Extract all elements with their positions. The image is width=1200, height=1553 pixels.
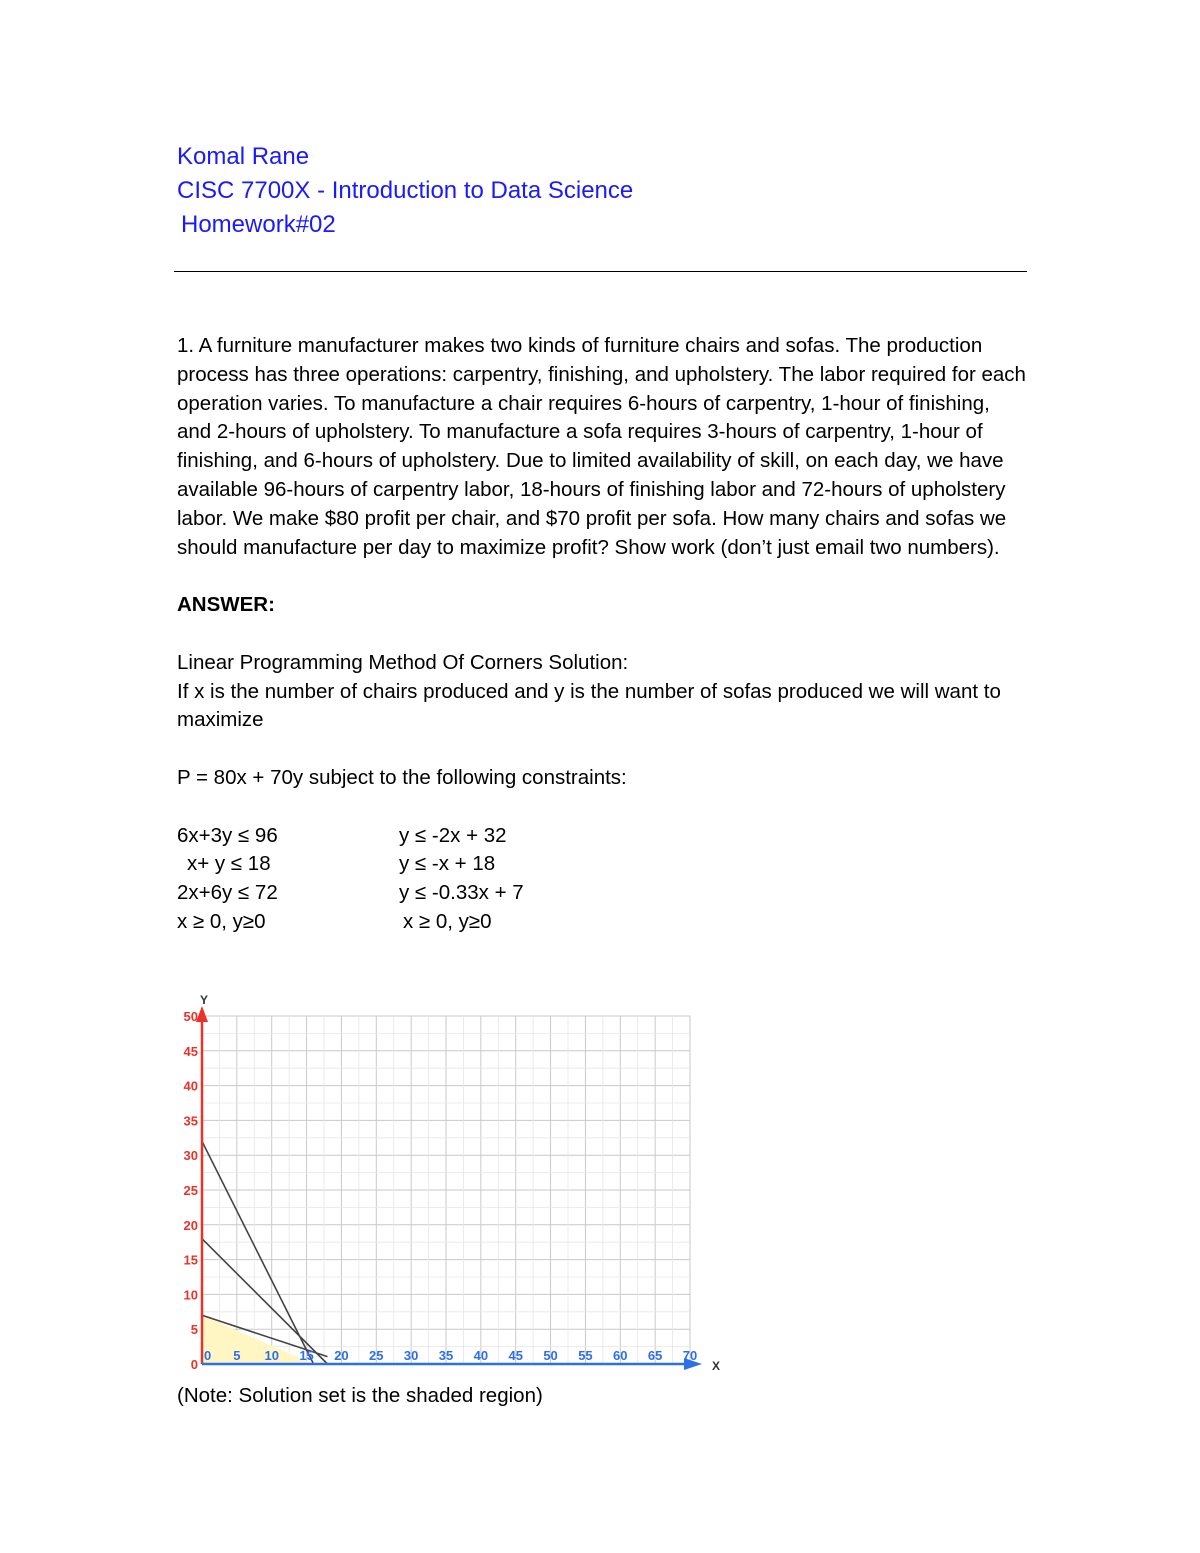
y-tick-label: 25 <box>183 1183 198 1198</box>
x-tick-label: 55 <box>578 1348 593 1363</box>
constraints-table <box>177 822 524 937</box>
feasible-region <box>202 1315 314 1364</box>
x-tick-label: 5 <box>233 1348 241 1363</box>
author-name: Komal Rane <box>177 143 310 170</box>
constraint-slope-form: x ≥ 0, y≥0 <box>403 909 492 933</box>
constraint-row <box>177 908 524 937</box>
y-tick-label: 0 <box>190 1357 198 1372</box>
answer-label: ANSWER: <box>177 593 275 617</box>
constraint-slope-form: y ≤ -2x + 32 <box>399 823 507 847</box>
document-header <box>177 140 633 242</box>
y-tick-label: 30 <box>183 1148 198 1164</box>
constraint-slope-form: y ≤ -0.33x + 7 <box>399 881 524 905</box>
constraint-row <box>177 879 524 908</box>
x-axis-title: X <box>711 1359 721 1373</box>
constraint-slope-form: y ≤ -x + 18 <box>399 852 496 876</box>
objective-function: P = 80x + 70y subject to the following constraints: <box>177 765 627 789</box>
y-tick-label: 40 <box>183 1078 198 1094</box>
x-tick-label: 65 <box>647 1348 663 1363</box>
x-tick-label: 35 <box>438 1348 454 1363</box>
y-tick-label: 15 <box>183 1252 198 1268</box>
constraint-standard: 6x+3y ≤ 96 <box>177 823 278 847</box>
y-tick-label: 5 <box>190 1322 198 1338</box>
constraint-row <box>177 850 524 879</box>
x-tick-label: 40 <box>473 1348 489 1363</box>
y-axis-title: Y <box>199 993 209 1007</box>
x-tick-label: 50 <box>543 1348 558 1363</box>
y-tick-label: 35 <box>183 1113 198 1129</box>
method-title: Linear Programming Method Of Corners Solution: <box>177 650 629 674</box>
document-body <box>177 332 1027 937</box>
x-tick-label: 60 <box>613 1348 628 1363</box>
shaded-region-note: (Note: Solution set is the shaded region) <box>177 1384 543 1407</box>
homework-title: Homework#02 <box>181 211 336 238</box>
answer-intro: If x is the number of chairs produced and y is the number of sofas produced we will want to maximize <box>177 679 1001 732</box>
course-title: CISC 7700X - Introduction to Data Science <box>177 177 634 204</box>
x-tick-label: 10 <box>264 1348 279 1363</box>
y-tick-label: 50 <box>183 1009 198 1024</box>
x-tick-label: 25 <box>369 1348 384 1363</box>
constraint-standard: x ≥ 0, y≥0 <box>177 909 266 933</box>
constraint-standard: x+ y ≤ 18 <box>187 852 271 876</box>
y-tick-label: 20 <box>183 1217 198 1233</box>
question-text: 1. A furniture manufacturer makes two kinds of furniture chairs and sofas. The production process has three operations: carpentry, finishing, and upholstery. The labor required for each operation varies. To manufacture a chair requires 6-hours of carpentry, 1-hour of finishing, and 2-hours of upholstery. To manufacture a sofa requires 3-hours of carpentry, 1-hour of finishing, and 6-hours of upholstery. Due to limited availability of skill, on each day, we have available 96-hours of carpentry labor, 18-hours of finishing labor and 72-hours of upholstery labor. We make $80 profit per chair, and $70 profit per sofa. How many chairs and sofas we should manufacture per day to maximize profit? Show work (don’t just email two numbers). <box>177 334 1026 559</box>
x-tick-label: 70 <box>682 1348 698 1363</box>
x-tick-label: 0 <box>204 1348 212 1363</box>
header-divider <box>174 271 1027 272</box>
constraint-standard: 2x+6y ≤ 72 <box>177 881 278 905</box>
x-tick-label: 15 <box>299 1348 314 1363</box>
x-tick-label: 20 <box>334 1348 349 1363</box>
x-tick-label: 30 <box>403 1348 419 1363</box>
feasible-region-chart <box>160 990 740 1380</box>
x-tick-label: 45 <box>508 1348 523 1363</box>
y-tick-label: 10 <box>183 1287 198 1303</box>
y-tick-label: 45 <box>183 1043 198 1059</box>
constraint-row <box>177 822 524 851</box>
